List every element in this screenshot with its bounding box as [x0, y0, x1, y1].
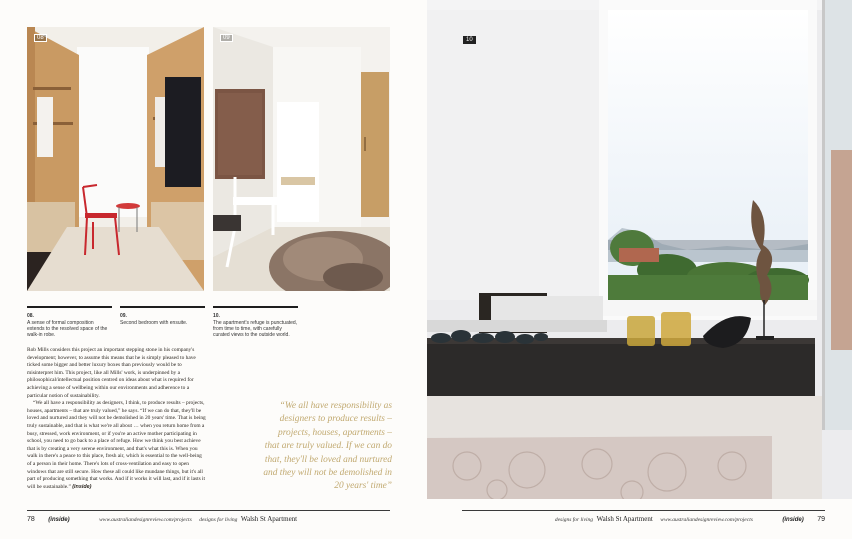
caption-rule	[27, 306, 112, 308]
magazine-logo: (inside)	[48, 517, 70, 523]
footer-right	[462, 512, 825, 526]
image-number-10: 10	[463, 36, 476, 44]
caption-text: Second bedroom with ensuite.	[120, 320, 188, 326]
footer-url: www.australiandesignreview.com/projects	[660, 517, 753, 523]
living-room-illustration	[427, 0, 852, 499]
body-paragraph	[27, 400, 207, 491]
living-room-photo	[427, 0, 852, 499]
footer-series: designs for living	[199, 517, 238, 523]
page-number: 79	[817, 516, 825, 523]
second-bedroom-photo	[213, 27, 390, 291]
caption-number: 08.	[27, 313, 34, 319]
footer-story-title: Walsh St Apartment	[596, 515, 653, 523]
image-number-08: 08	[34, 34, 47, 42]
end-mark: (inside)	[72, 483, 92, 490]
footer-rule-right	[462, 510, 825, 511]
article-body	[27, 347, 207, 491]
caption-10	[213, 306, 298, 338]
caption-text: A sense of formal composition extends to the resolved space of the walk-in robe.	[27, 320, 108, 338]
caption-rule	[213, 306, 298, 308]
image-number-09: 09	[220, 34, 233, 42]
walk-in-robe-photo	[27, 27, 204, 291]
magazine-logo: (inside)	[782, 517, 804, 523]
caption-08	[27, 306, 112, 338]
footer-series: designs for living	[554, 517, 594, 523]
footer-left	[27, 512, 390, 526]
footer-story-title: Walsh St Apartment	[240, 515, 298, 523]
caption-text: The apartment's refuge is punctuated, from time to time, with carefully curated views to the outside world.	[213, 320, 298, 338]
footer-rule-left	[27, 510, 390, 511]
footer-url: www.australiandesignreview.com/projects	[99, 517, 192, 523]
body-paragraph-text: “We all have a responsibility as designers, I think, to produce results – projects, houses, apartments – that are truly valued,” he says. “If we can do that, they'll be loved and nurtured and they will not be demolished in 20 years' time. That is being truly sustainable, and that is what we're all about … when you return home from a busy, stressed, work environment, or if you're an active mother participating in school, you need to go back to a place of refuge. How we think you best achieve that is by creating a very serene environment, and that's what this is. When you walk in there's a peace to this place, fresh air, which is essential to the well-being of a person in their home. There's lots of cross-ventilation and easy to open windows that are still secure. How these all could like mundane things, but it's all part of producing something that works. And if it works it will last, and if it lasts it will be sustainable.”	[27, 400, 206, 490]
body-paragraph: Rob Mills considers this project an important stepping stone in his company's development; however, to assume this means that he is simply pleased to have ticked some bigger and better luxury boxes than previously would be to misinterpret him. This project, like all Mills' work, is underpinned by a philosophical/intellectual position centred on ideas about what is required for achieving a sense of wellbeing within our environments and adherence to a particular notion of sustainability.	[27, 347, 196, 399]
page-number: 78	[27, 516, 35, 523]
caption-09	[120, 306, 205, 326]
walk-in-robe-illustration	[27, 27, 204, 291]
caption-rule	[120, 306, 205, 308]
caption-number: 10.	[213, 313, 220, 319]
caption-number: 09.	[120, 313, 127, 319]
pull-quote: “We all have responsibility as designers to produce results – projects, houses, apartments – that are truly valued. If we can do that, they'll be loved and nurtured and they will not be demolished in 20 years' time”	[263, 401, 392, 492]
second-bedroom-illustration	[213, 27, 390, 291]
